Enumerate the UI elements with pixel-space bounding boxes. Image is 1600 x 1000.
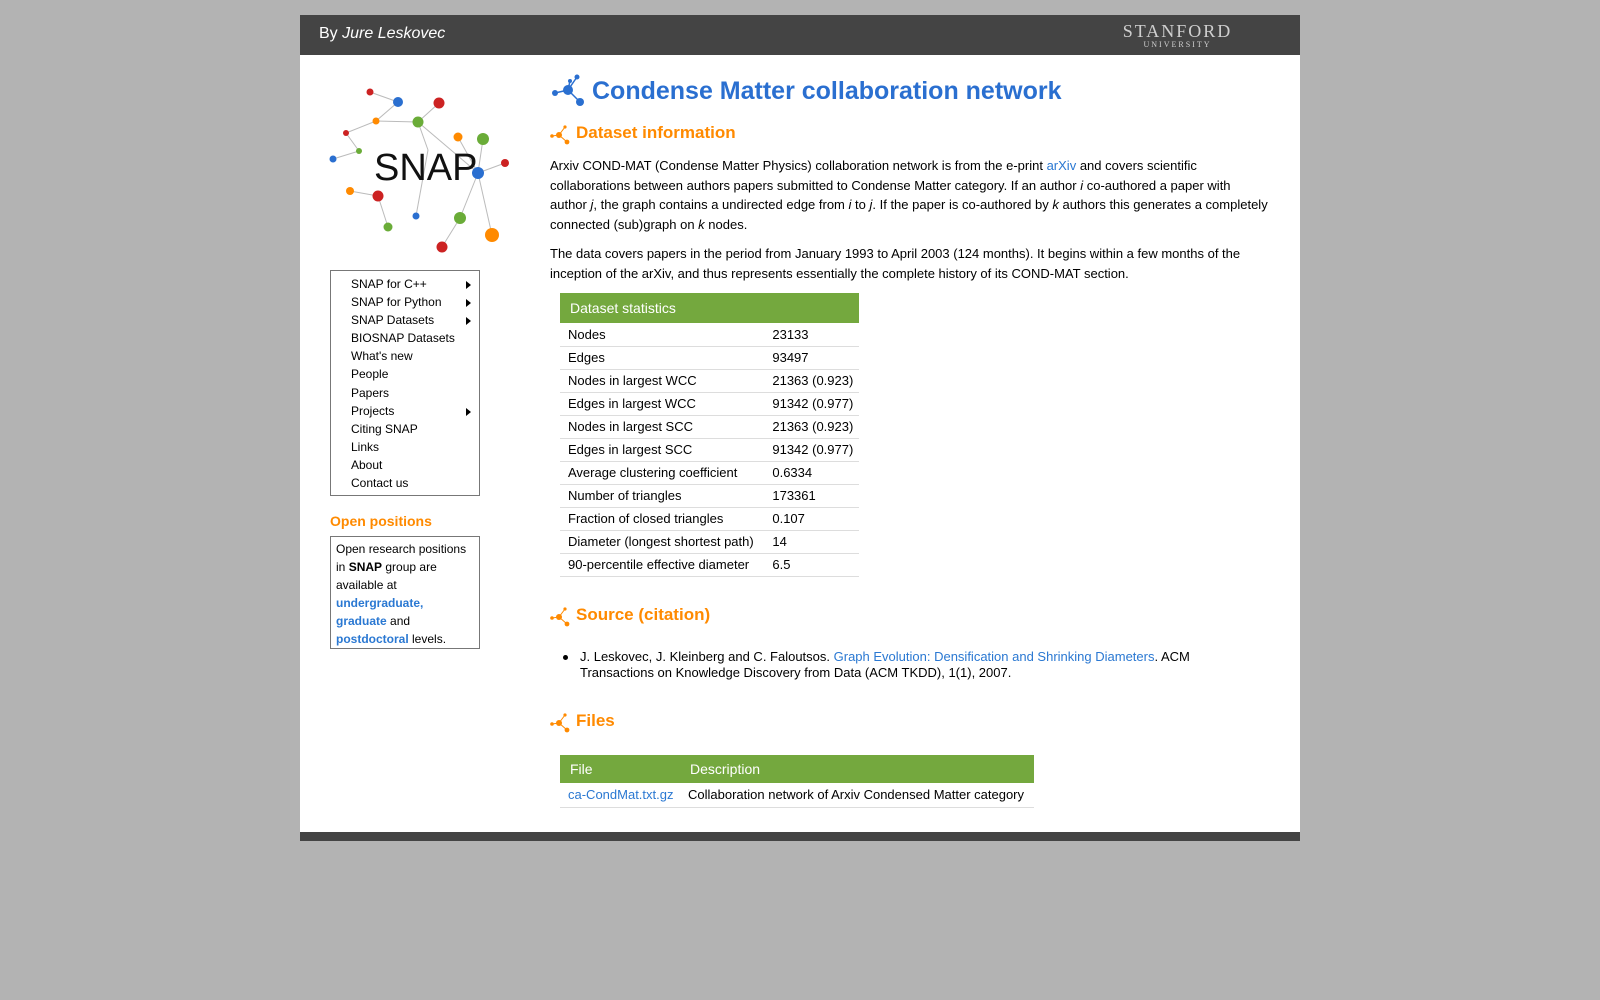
- file-cell: [560, 783, 680, 807]
- nav-item-label: Citing SNAP: [351, 421, 418, 436]
- snap-logo[interactable]: [328, 75, 518, 255]
- section-dataset-information-title: Dataset information: [576, 123, 736, 142]
- stat-value: 21363 (0.923): [766, 369, 859, 392]
- stat-value: 0.107: [766, 507, 859, 530]
- desc-var: i: [1080, 177, 1084, 193]
- dataset-statistics-header: Dataset statistics: [560, 293, 859, 323]
- files-header-description: Description: [680, 755, 1034, 783]
- dataset-period-text: The data covers papers in the period from January 1993 to April 2003 (124 months). It begins within a few months of the inception of the arXiv, and thus represents essentially the complete history of its COND-MAT section.: [550, 246, 1241, 281]
- nav-item-snap-for-python[interactable]: [331, 293, 479, 311]
- table-row: [560, 783, 1034, 807]
- arxiv-link[interactable]: arXiv: [1046, 158, 1077, 173]
- stanford-logo-subtext: UNIVERSITY: [1143, 40, 1212, 49]
- nav-item-citing-snap[interactable]: [331, 420, 479, 438]
- nav-item-label: Projects: [351, 403, 395, 418]
- stat-value: 91342 (0.977): [766, 392, 859, 415]
- network-icon-small: [550, 713, 570, 733]
- nav-item-label: What's new: [351, 349, 413, 364]
- citation-venue: . ACM Transactions on Knowledge Discovery from Data (ACM TKDD), 1(1), 2007.: [580, 649, 1190, 680]
- citation-authors: J. Leskovec, J. Kleinberg and C. Faloutsos.: [580, 649, 831, 664]
- stat-label: Average clustering coefficient: [560, 461, 766, 484]
- desc-var: k: [698, 216, 705, 232]
- stat-label: Fraction of closed triangles: [560, 507, 766, 530]
- nav-item-projects[interactable]: [331, 402, 479, 420]
- open-positions-and: and: [390, 614, 411, 628]
- desc-text: and covers scientific collaborations between authors papers submitted to Condense Matter category. If an author: [550, 158, 1197, 193]
- desc-text: nodes.: [708, 216, 748, 232]
- table-row: [560, 461, 859, 484]
- table-row: [560, 507, 859, 530]
- nav-item-label: About: [351, 457, 383, 472]
- snap-logo-text: SNAP: [374, 147, 478, 189]
- table-row: [560, 438, 859, 461]
- stat-label: Diameter (longest shortest path): [560, 530, 766, 553]
- nav-item-biosnap-datasets[interactable]: [331, 329, 479, 347]
- nav-item-snap-for-c[interactable]: [331, 275, 479, 293]
- nav-item-contact-us[interactable]: [331, 474, 479, 492]
- stat-label: Nodes in largest SCC: [560, 415, 766, 438]
- open-positions-text: Open research positions in: [336, 542, 467, 574]
- submenu-arrow-icon: [466, 408, 471, 416]
- byline-author: Jure Leskovec: [342, 25, 446, 42]
- nav-menu: [330, 270, 480, 496]
- nav-item-label: BIOSNAP Datasets: [351, 331, 455, 346]
- nav-item-label: SNAP for Python: [351, 295, 442, 310]
- section-files-title: Files: [576, 711, 615, 730]
- stanford-logo-text: STANFORD: [1122, 21, 1233, 41]
- open-positions-snap: SNAP: [348, 560, 383, 574]
- file-description: Collaboration network of Arxiv Condensed Matter category: [680, 783, 1034, 807]
- table-row: [560, 392, 859, 415]
- table-row: [560, 369, 859, 392]
- desc-text: co-authored a paper with author: [550, 177, 1231, 212]
- nav-item-label: Contact us: [351, 476, 409, 491]
- table-row: [560, 484, 859, 507]
- stat-value: 93497: [766, 346, 859, 369]
- stat-value: 6.5: [766, 553, 859, 576]
- open-positions-title: Open positions: [330, 513, 432, 529]
- desc-text: , the graph contains a undirected edge from: [593, 197, 845, 212]
- stat-label: Edges: [560, 346, 766, 369]
- dataset-statistics-table: [560, 293, 859, 577]
- stat-label: Number of triangles: [560, 484, 766, 507]
- stat-value: 173361: [766, 484, 859, 507]
- table-row: [560, 346, 859, 369]
- desc-var: j: [869, 197, 873, 212]
- nav-item-label: People: [351, 367, 389, 382]
- top-bar: [300, 15, 1300, 55]
- open-positions-levels: levels.: [412, 632, 447, 646]
- nav-item-snap-datasets[interactable]: [331, 311, 479, 329]
- nav-item-label: SNAP for C++: [351, 277, 427, 291]
- network-icon-small: [550, 607, 570, 627]
- content-area: [300, 55, 1300, 832]
- byline: [319, 25, 445, 43]
- submenu-arrow-icon: [466, 299, 471, 307]
- stat-label: Edges in largest SCC: [560, 438, 766, 461]
- nav-item-links[interactable]: [331, 438, 479, 456]
- desc-text: Arxiv COND-MAT (Condense Matter Physics) collaboration network is from the e-print: [550, 158, 1043, 173]
- network-icon: [550, 73, 586, 109]
- stanford-logo[interactable]: [1120, 22, 1235, 50]
- table-row: [560, 323, 859, 346]
- submenu-arrow-icon: [466, 317, 471, 325]
- stat-label: 90-percentile effective diameter: [560, 553, 766, 576]
- open-positions-text2: group are available at: [336, 560, 437, 592]
- stat-value: 91342 (0.977): [766, 438, 859, 461]
- nav-item-people[interactable]: [331, 365, 479, 383]
- desc-var: i: [848, 197, 852, 212]
- nav-item-label: SNAP Datasets: [351, 313, 435, 328]
- submenu-arrow-icon: [466, 281, 471, 289]
- stat-label: Nodes in largest WCC: [560, 369, 766, 392]
- nav-item-what-s-new[interactable]: [331, 347, 479, 365]
- open-positions-box: [330, 536, 480, 649]
- table-row: [560, 553, 859, 576]
- bullet-icon: [563, 655, 568, 660]
- byline-by: By: [319, 25, 338, 42]
- stat-value: 14: [766, 530, 859, 553]
- citation-item: [580, 649, 1240, 681]
- section-source-citation-title: Source (citation): [576, 605, 711, 624]
- page-title-text: Condense Matter collaboration network: [592, 77, 1062, 105]
- nav-item-about[interactable]: [331, 456, 479, 474]
- undergraduate-link[interactable]: undergraduate,: [336, 596, 424, 610]
- desc-text: authors this generates a completely connected (sub)graph on: [550, 197, 1268, 232]
- files-table: [560, 755, 1034, 808]
- stat-value: 23133: [766, 323, 859, 346]
- network-icon-small: [550, 125, 570, 145]
- stat-value: 0.6334: [766, 461, 859, 484]
- postdoctoral-link[interactable]: postdoctoral: [336, 632, 409, 646]
- bottom-bar: [300, 832, 1300, 841]
- stat-label: Nodes: [560, 323, 766, 346]
- desc-var: j: [590, 197, 594, 212]
- desc-var: k: [1052, 197, 1059, 212]
- file-download-link[interactable]: ca-CondMat.txt.gz: [568, 787, 674, 803]
- page-frame: [300, 15, 1300, 841]
- nav-item-label: Links: [351, 439, 380, 454]
- nav-item-label: Papers: [351, 385, 390, 400]
- graduate-link[interactable]: graduate: [336, 614, 387, 628]
- dataset-description: [550, 156, 1270, 234]
- table-row: [560, 530, 859, 553]
- stat-value: 21363 (0.923): [766, 415, 859, 438]
- files-header-file: File: [560, 755, 680, 783]
- citation-paper-link[interactable]: Graph Evolution: Densification and Shrinking Diameters: [833, 649, 1155, 664]
- nav-item-papers[interactable]: [331, 384, 479, 402]
- table-row: [560, 415, 859, 438]
- stat-label: Edges in largest WCC: [560, 392, 766, 415]
- desc-text: . If the paper is co-authored by: [872, 197, 1049, 212]
- desc-text: to: [855, 197, 866, 212]
